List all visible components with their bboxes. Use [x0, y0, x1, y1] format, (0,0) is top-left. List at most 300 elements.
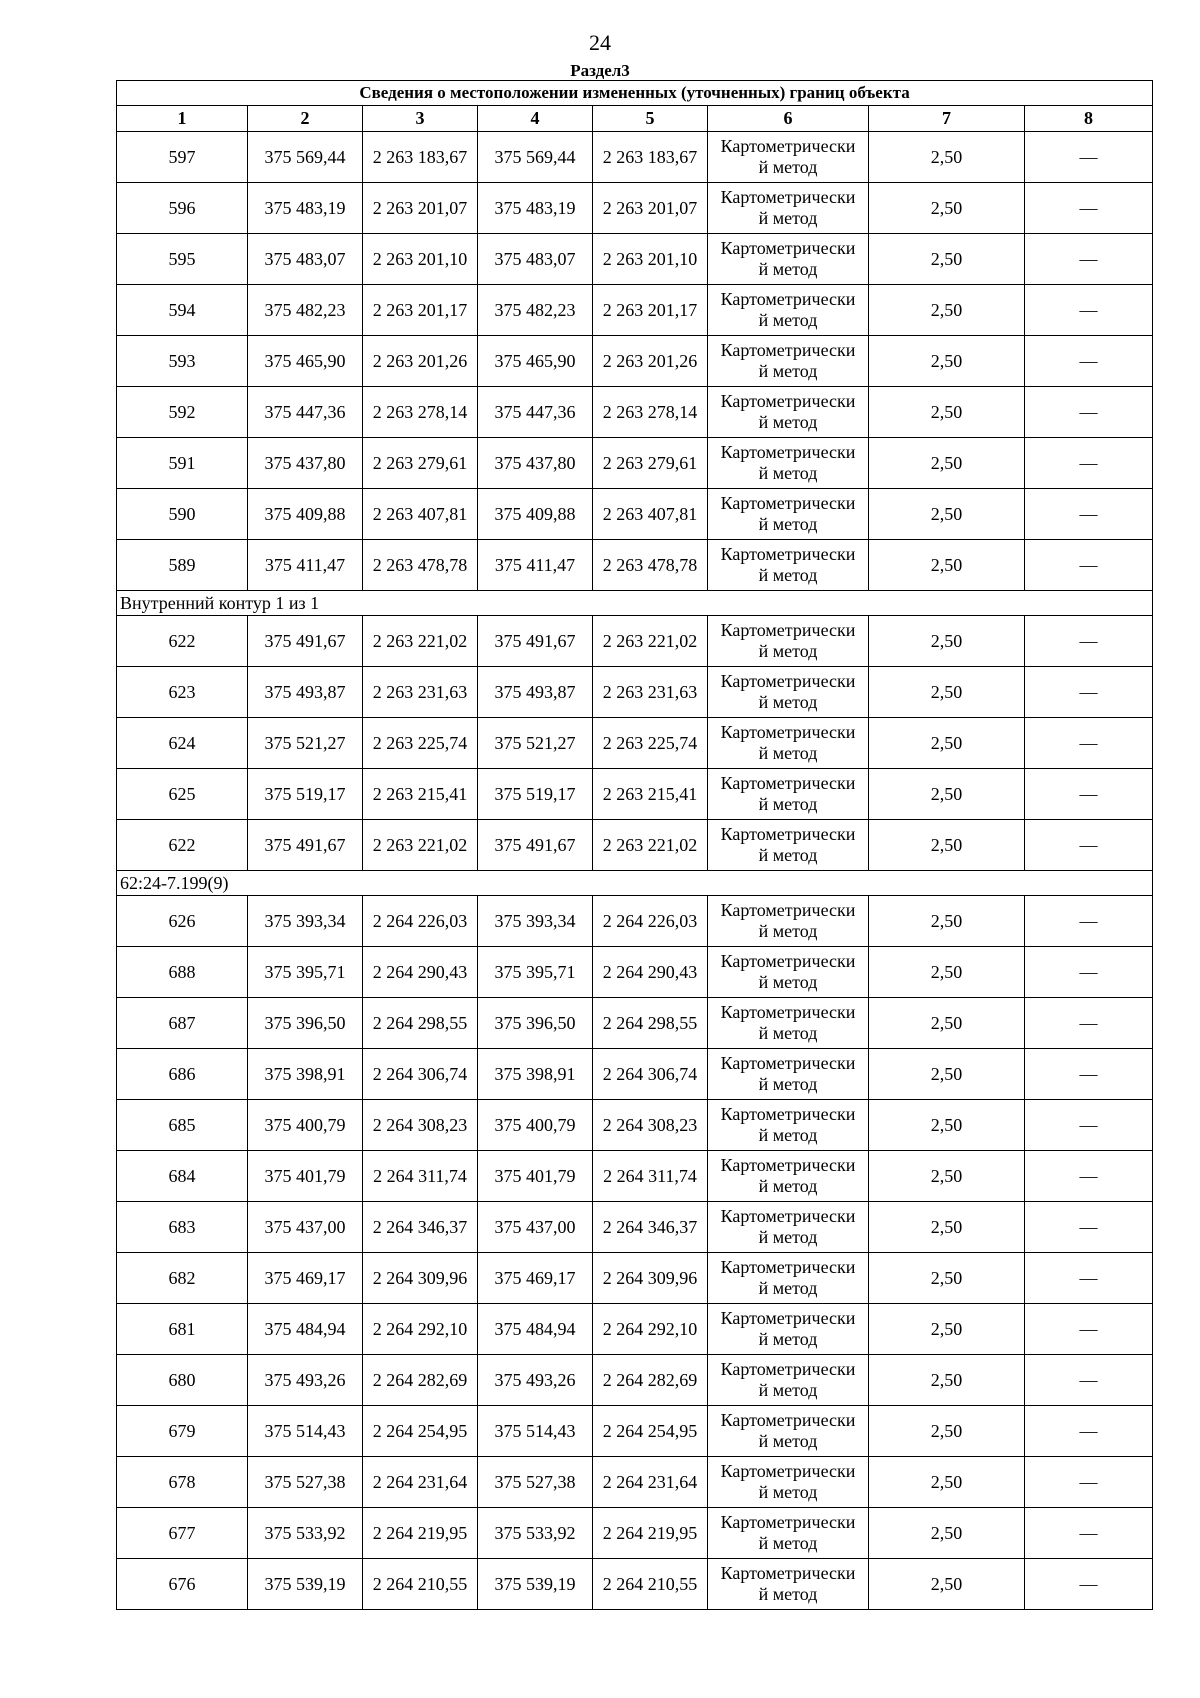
table-row [117, 489, 1153, 540]
coordinates-table [116, 80, 1153, 1610]
x-new-cell: 375 483,19 [478, 183, 593, 234]
method-text-line: й метод [758, 1176, 818, 1196]
table-row [117, 769, 1153, 820]
column-header: 6 [708, 106, 869, 132]
method-cell [708, 820, 869, 871]
method-text-line: й метод [758, 1227, 818, 1247]
column-header: 8 [1025, 106, 1153, 132]
x-existing-cell: 375 437,00 [248, 1202, 363, 1253]
y-existing-cell: 2 263 183,67 [363, 132, 478, 183]
x-existing-cell: 375 483,07 [248, 234, 363, 285]
x-existing-cell: 375 484,94 [248, 1304, 363, 1355]
method-text-line: й метод [758, 310, 818, 330]
y-new-cell: 2 263 201,17 [593, 285, 708, 336]
point-number-cell: 677 [117, 1508, 248, 1559]
description-cell: — [1025, 1406, 1153, 1457]
method-text-line: й метод [758, 1584, 818, 1604]
description-cell: — [1025, 1457, 1153, 1508]
description-cell: — [1025, 947, 1153, 998]
page-number: 24 [589, 30, 611, 55]
point-number-cell: 687 [117, 998, 248, 1049]
point-number-cell: 623 [117, 667, 248, 718]
method-cell [708, 896, 869, 947]
point-number-cell: 676 [117, 1559, 248, 1610]
x-new-cell: 375 493,26 [478, 1355, 593, 1406]
method-text-line: й метод [758, 514, 818, 534]
x-existing-cell: 375 539,19 [248, 1559, 363, 1610]
point-number-cell: 684 [117, 1151, 248, 1202]
accuracy-cell: 2,50 [869, 183, 1025, 234]
table-row [117, 1049, 1153, 1100]
method-cell [708, 1151, 869, 1202]
x-existing-cell: 375 493,87 [248, 667, 363, 718]
method-text-line: й метод [758, 1329, 818, 1349]
method-cell [708, 1253, 869, 1304]
y-new-cell: 2 263 221,02 [593, 820, 708, 871]
y-existing-cell: 2 263 225,74 [363, 718, 478, 769]
y-new-cell: 2 264 210,55 [593, 1559, 708, 1610]
x-new-cell: 375 519,17 [478, 769, 593, 820]
x-new-cell: 375 465,90 [478, 336, 593, 387]
accuracy-cell: 2,50 [869, 132, 1025, 183]
accuracy-cell: 2,50 [869, 769, 1025, 820]
point-number-cell: 596 [117, 183, 248, 234]
description-cell: — [1025, 1151, 1153, 1202]
x-new-cell: 375 400,79 [478, 1100, 593, 1151]
accuracy-cell: 2,50 [869, 1355, 1025, 1406]
description-cell: — [1025, 616, 1153, 667]
description-cell: — [1025, 769, 1153, 820]
method-text-line: Картометрически [720, 1563, 856, 1583]
method-text-line: Картометрически [720, 1461, 856, 1481]
x-new-cell: 375 527,38 [478, 1457, 593, 1508]
description-cell: — [1025, 820, 1153, 871]
method-cell [708, 1049, 869, 1100]
accuracy-cell: 2,50 [869, 285, 1025, 336]
point-number-cell: 592 [117, 387, 248, 438]
description-cell: — [1025, 718, 1153, 769]
method-text-line: Картометрически [720, 1155, 856, 1175]
x-new-cell: 375 411,47 [478, 540, 593, 591]
point-number-cell: 595 [117, 234, 248, 285]
method-text-line: Картометрически [720, 493, 856, 513]
contour-label: Внутренний контур 1 из 1 [117, 591, 1153, 616]
y-new-cell: 2 263 278,14 [593, 387, 708, 438]
y-existing-cell: 2 264 290,43 [363, 947, 478, 998]
y-new-cell: 2 264 309,96 [593, 1253, 708, 1304]
accuracy-cell: 2,50 [869, 387, 1025, 438]
method-cell [708, 132, 869, 183]
column-header: 3 [363, 106, 478, 132]
description-cell: — [1025, 1508, 1153, 1559]
table-row [117, 1406, 1153, 1457]
method-text-line: Картометрически [720, 951, 856, 971]
table-header-row [117, 106, 1153, 132]
description-cell: — [1025, 1355, 1153, 1406]
y-new-cell: 2 264 298,55 [593, 998, 708, 1049]
description-cell: — [1025, 438, 1153, 489]
accuracy-cell: 2,50 [869, 998, 1025, 1049]
point-number-cell: 590 [117, 489, 248, 540]
method-text-line: й метод [758, 463, 818, 483]
point-number-cell: 626 [117, 896, 248, 947]
x-new-cell: 375 533,92 [478, 1508, 593, 1559]
x-existing-cell: 375 491,67 [248, 616, 363, 667]
method-cell [708, 1559, 869, 1610]
x-new-cell: 375 493,87 [478, 667, 593, 718]
y-new-cell: 2 264 254,95 [593, 1406, 708, 1457]
method-cell [708, 718, 869, 769]
x-existing-cell: 375 411,47 [248, 540, 363, 591]
description-cell: — [1025, 1100, 1153, 1151]
method-text-line: й метод [758, 1125, 818, 1145]
accuracy-cell: 2,50 [869, 667, 1025, 718]
y-existing-cell: 2 263 231,63 [363, 667, 478, 718]
x-existing-cell: 375 398,91 [248, 1049, 363, 1100]
point-number-cell: 678 [117, 1457, 248, 1508]
table-row [117, 183, 1153, 234]
y-existing-cell: 2 263 221,02 [363, 616, 478, 667]
method-text-line: Картометрически [720, 900, 856, 920]
method-text-line: Картометрически [720, 544, 856, 564]
accuracy-cell: 2,50 [869, 489, 1025, 540]
method-text-line: й метод [758, 208, 818, 228]
method-text-line: Картометрически [720, 620, 856, 640]
method-text-line: Картометрически [720, 722, 856, 742]
x-existing-cell: 375 409,88 [248, 489, 363, 540]
y-existing-cell: 2 263 201,26 [363, 336, 478, 387]
table-row [117, 1100, 1153, 1151]
y-existing-cell: 2 263 407,81 [363, 489, 478, 540]
x-existing-cell: 375 395,71 [248, 947, 363, 998]
point-number-cell: 622 [117, 616, 248, 667]
method-text-line: й метод [758, 1278, 818, 1298]
method-text-line: Картометрически [720, 238, 856, 258]
method-text-line: Картометрически [720, 1257, 856, 1277]
method-cell [708, 1406, 869, 1457]
method-text-line: Картометрически [720, 1308, 856, 1328]
y-new-cell: 2 263 201,26 [593, 336, 708, 387]
accuracy-cell: 2,50 [869, 1406, 1025, 1457]
x-new-cell: 375 401,79 [478, 1151, 593, 1202]
x-new-cell: 375 514,43 [478, 1406, 593, 1457]
x-new-cell: 375 447,36 [478, 387, 593, 438]
column-header: 4 [478, 106, 593, 132]
table-row [117, 132, 1153, 183]
description-cell: — [1025, 489, 1153, 540]
method-text-line: Картометрически [720, 340, 856, 360]
y-existing-cell: 2 263 279,61 [363, 438, 478, 489]
y-existing-cell: 2 263 478,78 [363, 540, 478, 591]
table-row [117, 998, 1153, 1049]
description-cell: — [1025, 234, 1153, 285]
x-new-cell: 375 521,27 [478, 718, 593, 769]
method-text-line: й метод [758, 1431, 818, 1451]
x-new-cell: 375 483,07 [478, 234, 593, 285]
point-number-cell: 680 [117, 1355, 248, 1406]
accuracy-cell: 2,50 [869, 1457, 1025, 1508]
y-new-cell: 2 263 231,63 [593, 667, 708, 718]
y-new-cell: 2 263 201,07 [593, 183, 708, 234]
point-number-cell: 597 [117, 132, 248, 183]
method-text-line: Картометрически [720, 1512, 856, 1532]
x-existing-cell: 375 482,23 [248, 285, 363, 336]
method-cell [708, 540, 869, 591]
accuracy-cell: 2,50 [869, 947, 1025, 998]
y-new-cell: 2 264 308,23 [593, 1100, 708, 1151]
method-text-line: Картометрически [720, 824, 856, 844]
description-cell: — [1025, 540, 1153, 591]
accuracy-cell: 2,50 [869, 1559, 1025, 1610]
y-new-cell: 2 264 231,64 [593, 1457, 708, 1508]
method-text-line: й метод [758, 565, 818, 585]
y-existing-cell: 2 264 346,37 [363, 1202, 478, 1253]
x-new-cell: 375 437,80 [478, 438, 593, 489]
method-text-line: й метод [758, 743, 818, 763]
y-new-cell: 2 263 225,74 [593, 718, 708, 769]
x-new-cell: 375 482,23 [478, 285, 593, 336]
y-new-cell: 2 263 215,41 [593, 769, 708, 820]
y-existing-cell: 2 263 201,17 [363, 285, 478, 336]
y-new-cell: 2 264 311,74 [593, 1151, 708, 1202]
accuracy-cell: 2,50 [869, 1049, 1025, 1100]
y-existing-cell: 2 264 210,55 [363, 1559, 478, 1610]
description-cell: — [1025, 1559, 1153, 1610]
x-existing-cell: 375 465,90 [248, 336, 363, 387]
y-existing-cell: 2 264 309,96 [363, 1253, 478, 1304]
method-text-line: й метод [758, 794, 818, 814]
accuracy-cell: 2,50 [869, 718, 1025, 769]
table-row [117, 1355, 1153, 1406]
x-existing-cell: 375 469,17 [248, 1253, 363, 1304]
method-text-line: Картометрически [720, 671, 856, 691]
method-text-line: Картометрически [720, 136, 856, 156]
y-new-cell: 2 263 478,78 [593, 540, 708, 591]
point-number-cell: 624 [117, 718, 248, 769]
accuracy-cell: 2,50 [869, 1100, 1025, 1151]
point-number-cell: 682 [117, 1253, 248, 1304]
accuracy-cell: 2,50 [869, 820, 1025, 871]
method-text-line: й метод [758, 1533, 818, 1553]
method-text-line: Картометрически [720, 289, 856, 309]
method-text-line: Картометрически [720, 442, 856, 462]
method-cell [708, 183, 869, 234]
y-new-cell: 2 263 279,61 [593, 438, 708, 489]
y-existing-cell: 2 264 282,69 [363, 1355, 478, 1406]
method-text-line: Картометрически [720, 187, 856, 207]
method-text-line: Картометрически [720, 773, 856, 793]
method-text-line: й метод [758, 641, 818, 661]
table-row [117, 1151, 1153, 1202]
method-text-line: й метод [758, 972, 818, 992]
accuracy-cell: 2,50 [869, 540, 1025, 591]
method-cell [708, 336, 869, 387]
point-number-cell: 622 [117, 820, 248, 871]
section-title: Раздел3 [570, 61, 630, 80]
contour-section-row [117, 871, 1153, 896]
y-existing-cell: 2 264 254,95 [363, 1406, 478, 1457]
x-new-cell: 375 469,17 [478, 1253, 593, 1304]
accuracy-cell: 2,50 [869, 1304, 1025, 1355]
method-text-line: й метод [758, 1023, 818, 1043]
y-new-cell: 2 263 221,02 [593, 616, 708, 667]
table-row [117, 1202, 1153, 1253]
y-existing-cell: 2 264 298,55 [363, 998, 478, 1049]
method-cell [708, 387, 869, 438]
point-number-cell: 589 [117, 540, 248, 591]
y-existing-cell: 2 263 215,41 [363, 769, 478, 820]
table-row [117, 234, 1153, 285]
method-cell [708, 1355, 869, 1406]
x-existing-cell: 375 519,17 [248, 769, 363, 820]
table-row [117, 387, 1153, 438]
accuracy-cell: 2,50 [869, 438, 1025, 489]
x-new-cell: 375 395,71 [478, 947, 593, 998]
y-new-cell: 2 264 226,03 [593, 896, 708, 947]
y-new-cell: 2 263 183,67 [593, 132, 708, 183]
table-row [117, 616, 1153, 667]
x-new-cell: 375 484,94 [478, 1304, 593, 1355]
method-text-line: й метод [758, 921, 818, 941]
method-cell [708, 1100, 869, 1151]
method-cell [708, 489, 869, 540]
method-text-line: й метод [758, 1074, 818, 1094]
method-text-line: Картометрически [720, 1206, 856, 1226]
y-existing-cell: 2 263 278,14 [363, 387, 478, 438]
table-row [117, 336, 1153, 387]
y-existing-cell: 2 263 221,02 [363, 820, 478, 871]
method-text-line: й метод [758, 259, 818, 279]
accuracy-cell: 2,50 [869, 1508, 1025, 1559]
x-new-cell: 375 491,67 [478, 616, 593, 667]
x-new-cell: 375 539,19 [478, 1559, 593, 1610]
method-cell [708, 1508, 869, 1559]
table-row [117, 896, 1153, 947]
y-existing-cell: 2 263 201,07 [363, 183, 478, 234]
x-new-cell: 375 393,34 [478, 896, 593, 947]
table-row [117, 1253, 1153, 1304]
description-cell: — [1025, 1049, 1153, 1100]
method-text-line: Картометрически [720, 1359, 856, 1379]
y-new-cell: 2 264 292,10 [593, 1304, 708, 1355]
x-existing-cell: 375 533,92 [248, 1508, 363, 1559]
x-new-cell: 375 437,00 [478, 1202, 593, 1253]
x-existing-cell: 375 437,80 [248, 438, 363, 489]
point-number-cell: 686 [117, 1049, 248, 1100]
table-row [117, 820, 1153, 871]
table-row [117, 438, 1153, 489]
accuracy-cell: 2,50 [869, 616, 1025, 667]
accuracy-cell: 2,50 [869, 336, 1025, 387]
point-number-cell: 688 [117, 947, 248, 998]
description-cell: — [1025, 1202, 1153, 1253]
method-text-line: й метод [758, 1380, 818, 1400]
y-new-cell: 2 264 306,74 [593, 1049, 708, 1100]
column-header: 7 [869, 106, 1025, 132]
x-existing-cell: 375 393,34 [248, 896, 363, 947]
method-cell [708, 616, 869, 667]
description-cell: — [1025, 1253, 1153, 1304]
table-row [117, 1559, 1153, 1610]
y-existing-cell: 2 264 231,64 [363, 1457, 478, 1508]
point-number-cell: 679 [117, 1406, 248, 1457]
accuracy-cell: 2,50 [869, 1253, 1025, 1304]
description-cell: — [1025, 132, 1153, 183]
table-row [117, 947, 1153, 998]
method-cell [708, 947, 869, 998]
method-cell [708, 998, 869, 1049]
y-new-cell: 2 263 407,81 [593, 489, 708, 540]
method-text-line: й метод [758, 361, 818, 381]
method-cell [708, 1457, 869, 1508]
description-cell: — [1025, 183, 1153, 234]
point-number-cell: 594 [117, 285, 248, 336]
y-new-cell: 2 263 201,10 [593, 234, 708, 285]
y-new-cell: 2 264 346,37 [593, 1202, 708, 1253]
x-existing-cell: 375 401,79 [248, 1151, 363, 1202]
point-number-cell: 685 [117, 1100, 248, 1151]
column-header: 1 [117, 106, 248, 132]
method-text-line: Картометрически [720, 1002, 856, 1022]
description-cell: — [1025, 998, 1153, 1049]
description-cell: — [1025, 336, 1153, 387]
y-existing-cell: 2 264 226,03 [363, 896, 478, 947]
y-existing-cell: 2 264 306,74 [363, 1049, 478, 1100]
contour-label: 62:24-7.199(9) [117, 871, 1153, 896]
description-cell: — [1025, 667, 1153, 718]
table-row [117, 1304, 1153, 1355]
method-text-line: Картометрически [720, 1104, 856, 1124]
table-caption: Сведения о местоположении измененных (уточненных) границ объекта [117, 81, 1153, 106]
method-cell [708, 1304, 869, 1355]
method-text-line: Картометрически [720, 391, 856, 411]
table-row [117, 667, 1153, 718]
table-row [117, 1508, 1153, 1559]
table-row [117, 718, 1153, 769]
y-new-cell: 2 264 219,95 [593, 1508, 708, 1559]
accuracy-cell: 2,50 [869, 1151, 1025, 1202]
method-text-line: й метод [758, 845, 818, 865]
y-existing-cell: 2 264 311,74 [363, 1151, 478, 1202]
description-cell: — [1025, 1304, 1153, 1355]
table-row [117, 540, 1153, 591]
method-cell [708, 1202, 869, 1253]
method-cell [708, 667, 869, 718]
accuracy-cell: 2,50 [869, 234, 1025, 285]
x-existing-cell: 375 521,27 [248, 718, 363, 769]
point-number-cell: 625 [117, 769, 248, 820]
x-existing-cell: 375 483,19 [248, 183, 363, 234]
x-new-cell: 375 409,88 [478, 489, 593, 540]
table-body [117, 81, 1153, 1610]
method-text-line: й метод [758, 412, 818, 432]
description-cell: — [1025, 387, 1153, 438]
x-existing-cell: 375 527,38 [248, 1457, 363, 1508]
method-text-line: й метод [758, 157, 818, 177]
x-existing-cell: 375 569,44 [248, 132, 363, 183]
method-text-line: й метод [758, 1482, 818, 1502]
point-number-cell: 683 [117, 1202, 248, 1253]
x-new-cell: 375 398,91 [478, 1049, 593, 1100]
x-existing-cell: 375 514,43 [248, 1406, 363, 1457]
method-cell [708, 234, 869, 285]
x-existing-cell: 375 491,67 [248, 820, 363, 871]
x-existing-cell: 375 447,36 [248, 387, 363, 438]
point-number-cell: 591 [117, 438, 248, 489]
y-new-cell: 2 264 282,69 [593, 1355, 708, 1406]
method-text-line: Картометрически [720, 1053, 856, 1073]
y-existing-cell: 2 264 219,95 [363, 1508, 478, 1559]
